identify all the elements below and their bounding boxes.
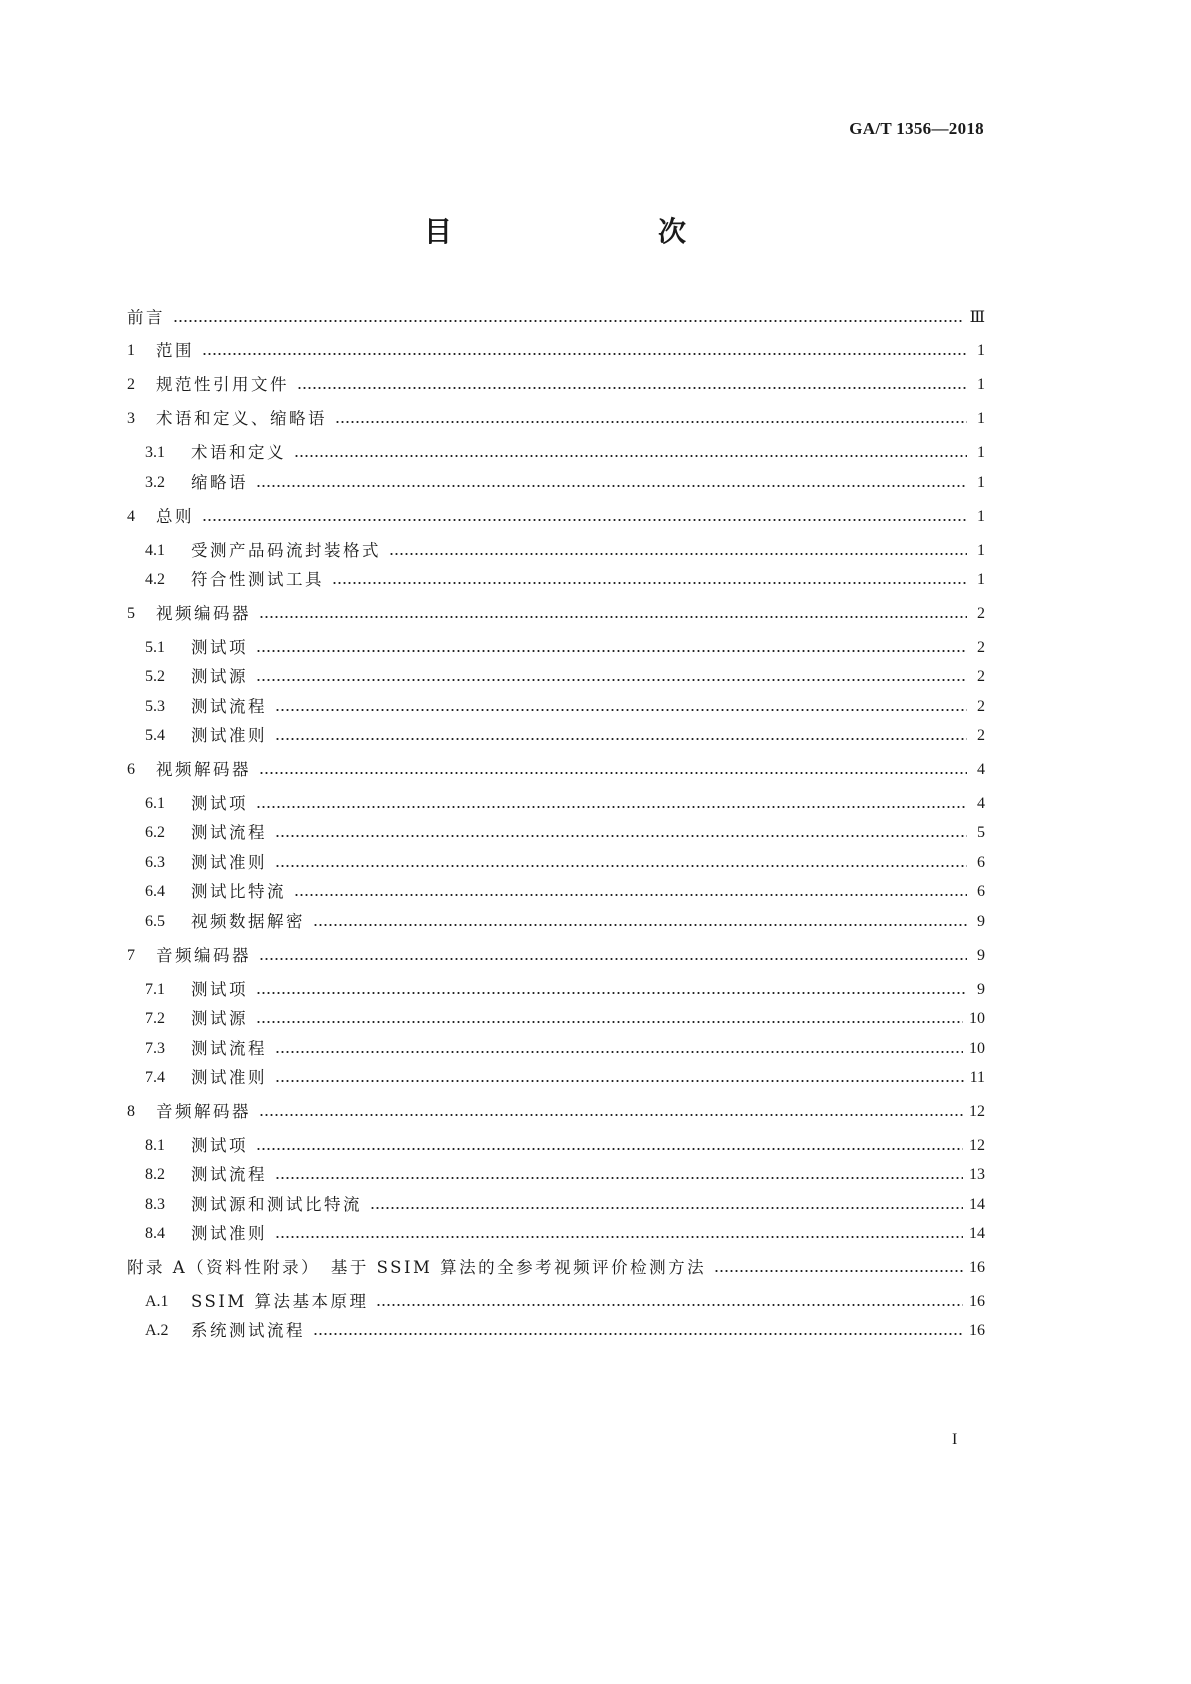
toc-entry-number: 6.5 xyxy=(145,913,165,930)
toc-entry-title: 测试项 xyxy=(191,794,248,813)
toc-entry[interactable] xyxy=(145,880,985,904)
toc-entry-number: 4 xyxy=(127,508,135,525)
toc-dot-leader xyxy=(259,1113,963,1117)
toc-entry[interactable] xyxy=(145,636,985,660)
toc-entry-number: 6.2 xyxy=(145,824,165,841)
toc-dot-leader xyxy=(275,708,967,712)
toc-entry-title: 测试项 xyxy=(191,980,248,999)
toc-entry-title: 音频编码器 xyxy=(156,946,251,965)
toc-entry-page: 9 xyxy=(977,981,985,998)
toc-entry-page: 4 xyxy=(977,795,985,812)
toc-entry-page: 2 xyxy=(977,698,985,715)
toc-entry[interactable] xyxy=(127,758,985,782)
toc-entry-title: SSIM 算法基本原理 xyxy=(191,1292,369,1311)
toc-entry-title: 测试流程 xyxy=(191,697,267,716)
toc-entry-page: 16 xyxy=(969,1322,985,1339)
toc-dot-leader xyxy=(256,678,967,682)
toc-dot-leader xyxy=(259,957,967,961)
toc-dot-leader xyxy=(256,1020,963,1024)
toc-entry-title: 术语和定义、缩略语 xyxy=(156,409,327,428)
toc-entry-title: 系统测试流程 xyxy=(191,1321,305,1340)
toc-entry[interactable] xyxy=(145,821,985,845)
toc-entry-number: 2 xyxy=(127,376,135,393)
toc-dot-leader xyxy=(389,552,967,556)
toc-entry-page: 6 xyxy=(977,883,985,900)
toc-entry[interactable] xyxy=(127,339,985,363)
toc-entry-number: 1 xyxy=(127,342,135,359)
toc-entry-number: 8 xyxy=(127,1103,135,1120)
toc-entry[interactable] xyxy=(145,695,985,719)
toc-entry-page: 9 xyxy=(977,913,985,930)
toc-entry[interactable] xyxy=(145,910,985,934)
toc-entry-title: 测试准则 xyxy=(191,853,267,872)
toc-dot-leader xyxy=(275,737,967,741)
toc-entry-title: 缩略语 xyxy=(191,473,248,492)
toc-entry[interactable] xyxy=(127,602,985,626)
toc-entry-title: 总则 xyxy=(156,507,194,526)
toc-entry[interactable] xyxy=(145,1193,985,1217)
toc-entry[interactable] xyxy=(145,792,985,816)
toc-entry-title: 测试准则 xyxy=(191,1224,267,1243)
toc-dot-leader xyxy=(202,352,967,356)
toc-entry-page: 5 xyxy=(977,824,985,841)
toc-dot-leader xyxy=(173,319,964,323)
toc-dot-leader xyxy=(294,454,967,458)
toc-dot-leader xyxy=(275,1235,963,1239)
toc-entry-page: 1 xyxy=(977,342,985,359)
toc-entry[interactable] xyxy=(127,944,985,968)
toc-dot-leader xyxy=(202,518,967,522)
toc-entry-number: A.2 xyxy=(145,1322,169,1339)
toc-entry-number: 7.3 xyxy=(145,1040,165,1057)
toc-entry-title: 测试准则 xyxy=(191,726,267,745)
toc-entry[interactable] xyxy=(145,1134,985,1158)
toc-entry-page: 16 xyxy=(969,1259,985,1276)
toc-entry-number: 5.3 xyxy=(145,698,165,715)
toc-entry-title: 测试源和测试比特流 xyxy=(191,1195,362,1214)
toc-entry-number: 3.1 xyxy=(145,444,165,461)
standard-code: GA/T 1356—2018 xyxy=(849,119,984,138)
toc-entry[interactable] xyxy=(145,851,985,875)
toc-entry-number: 5 xyxy=(127,605,135,622)
toc-entry-page: 2 xyxy=(977,605,985,622)
toc-entry-title: 测试流程 xyxy=(191,823,267,842)
toc-entry-number: 3.2 xyxy=(145,474,165,491)
toc-entry[interactable] xyxy=(127,505,985,529)
toc-entry[interactable] xyxy=(145,1007,985,1031)
toc-entry-number: 5.2 xyxy=(145,668,165,685)
toc-entry-title: 符合性测试工具 xyxy=(191,570,324,589)
toc-entry-page: 13 xyxy=(969,1166,985,1183)
toc-entry-page: Ⅲ xyxy=(969,309,985,326)
toc-entry[interactable] xyxy=(127,306,985,330)
toc-entry-page: 12 xyxy=(969,1103,985,1120)
toc-entry[interactable] xyxy=(127,373,985,397)
toc-entry-page: 14 xyxy=(969,1225,985,1242)
toc-dot-leader xyxy=(256,1147,963,1151)
toc-entry-number: 3 xyxy=(127,410,135,427)
toc-entry-number: 6.1 xyxy=(145,795,165,812)
toc-entry-number: 7.2 xyxy=(145,1010,165,1027)
toc-entry-page: 1 xyxy=(977,571,985,588)
toc-dot-leader xyxy=(714,1269,963,1273)
toc-dot-leader xyxy=(332,581,967,585)
toc-entry-page: 1 xyxy=(977,444,985,461)
toc-entry-number: 5.1 xyxy=(145,639,165,656)
toc-entry-title: 音频解码器 xyxy=(156,1102,251,1121)
toc-dot-leader xyxy=(275,1050,963,1054)
toc-entry-page: 1 xyxy=(977,410,985,427)
toc-entry-number: 6.3 xyxy=(145,854,165,871)
toc-entry-page: 2 xyxy=(977,639,985,656)
toc-entry-number: 8.4 xyxy=(145,1225,165,1242)
toc-dot-leader xyxy=(297,386,967,390)
toc-entry-page: 2 xyxy=(977,727,985,744)
toc-entry[interactable] xyxy=(145,1037,985,1061)
toc-entry-title: 测试项 xyxy=(191,1136,248,1155)
toc-entry-page: 6 xyxy=(977,854,985,871)
toc-dot-leader xyxy=(275,1176,963,1180)
toc-entry-page: 2 xyxy=(977,668,985,685)
toc-dot-leader xyxy=(259,615,967,619)
toc-dot-leader xyxy=(259,771,967,775)
toc-entry[interactable] xyxy=(145,441,985,465)
toc-entry[interactable] xyxy=(145,1163,985,1187)
toc-entry[interactable] xyxy=(145,1319,985,1343)
toc-entry-title: 前言 xyxy=(127,308,165,327)
toc-dot-leader xyxy=(256,991,967,995)
toc-entry-page: 1 xyxy=(977,376,985,393)
toc-dot-leader xyxy=(256,649,967,653)
toc-entry-number: 7.4 xyxy=(145,1069,165,1086)
toc-entry[interactable] xyxy=(145,539,985,563)
toc-entry-title: 视频编码器 xyxy=(156,604,251,623)
toc-entry-title: 测试源 xyxy=(191,1009,248,1028)
toc-entry-number: 6.4 xyxy=(145,883,165,900)
toc-entry[interactable] xyxy=(145,665,985,689)
toc-entry-number: 8.2 xyxy=(145,1166,165,1183)
page-title: 目 次 xyxy=(423,215,736,248)
toc-entry-number: 4.1 xyxy=(145,542,165,559)
toc-entry[interactable] xyxy=(127,1100,985,1124)
toc-dot-leader xyxy=(313,1332,963,1336)
toc-dot-leader xyxy=(275,1079,964,1083)
toc-dot-leader xyxy=(275,834,967,838)
toc-entry-number: A.1 xyxy=(145,1293,169,1310)
toc-dot-leader xyxy=(294,893,967,897)
toc-dot-leader xyxy=(376,1303,963,1307)
toc-dot-leader xyxy=(370,1206,963,1210)
toc-entry-number: 8.3 xyxy=(145,1196,165,1213)
toc-entry-number: 7.1 xyxy=(145,981,165,998)
toc-entry[interactable] xyxy=(127,407,985,431)
toc-entry-number: 4.2 xyxy=(145,571,165,588)
toc-entry-number: 6 xyxy=(127,761,135,778)
page-number: I xyxy=(952,1431,958,1448)
toc-entry-title: 测试源 xyxy=(191,667,248,686)
toc-entry-title: 视频数据解密 xyxy=(191,912,305,931)
toc-entry-title: 范围 xyxy=(156,341,194,360)
toc-entry-title: 测试准则 xyxy=(191,1068,267,1087)
toc-entry[interactable] xyxy=(145,978,985,1002)
toc-entry-page: 9 xyxy=(977,947,985,964)
toc-entry[interactable] xyxy=(145,1290,985,1314)
toc-entry-page: 10 xyxy=(969,1010,985,1027)
toc-entry-title: 术语和定义 xyxy=(191,443,286,462)
toc-entry-page: 16 xyxy=(969,1293,985,1310)
toc-dot-leader xyxy=(275,864,967,868)
toc-dot-leader xyxy=(256,805,967,809)
toc-dot-leader xyxy=(256,484,967,488)
toc-entry-page: 11 xyxy=(969,1069,985,1086)
toc-entry-title: 视频解码器 xyxy=(156,760,251,779)
toc-entry-page: 1 xyxy=(977,474,985,491)
toc-entry[interactable] xyxy=(145,1066,985,1090)
toc-entry-title: 规范性引用文件 xyxy=(156,375,289,394)
toc-entry-title: 测试流程 xyxy=(191,1039,267,1058)
toc-entry-page: 4 xyxy=(977,761,985,778)
toc-dot-leader xyxy=(335,420,967,424)
toc-entry-page: 1 xyxy=(977,508,985,525)
toc-entry[interactable] xyxy=(145,568,985,592)
toc-entry-title: 附录 A（资料性附录） 基于 SSIM 算法的全参考视频评价检测方法 xyxy=(127,1258,707,1277)
toc-dot-leader xyxy=(313,923,967,927)
toc-entry-page: 14 xyxy=(969,1196,985,1213)
toc-entry[interactable] xyxy=(145,471,985,495)
toc-entry-title: 测试比特流 xyxy=(191,882,286,901)
toc-entry-page: 1 xyxy=(977,542,985,559)
toc-entry[interactable] xyxy=(127,1256,985,1280)
toc-entry-title: 测试项 xyxy=(191,638,248,657)
toc-entry-number: 7 xyxy=(127,947,135,964)
toc-entry-page: 12 xyxy=(969,1137,985,1154)
toc-entry[interactable] xyxy=(145,1222,985,1246)
toc-entry[interactable] xyxy=(145,724,985,748)
toc-entry-number: 5.4 xyxy=(145,727,165,744)
toc-entry-page: 10 xyxy=(969,1040,985,1057)
toc-entry-title: 受测产品码流封装格式 xyxy=(191,541,381,560)
toc-entry-number: 8.1 xyxy=(145,1137,165,1154)
toc-entry-title: 测试流程 xyxy=(191,1165,267,1184)
